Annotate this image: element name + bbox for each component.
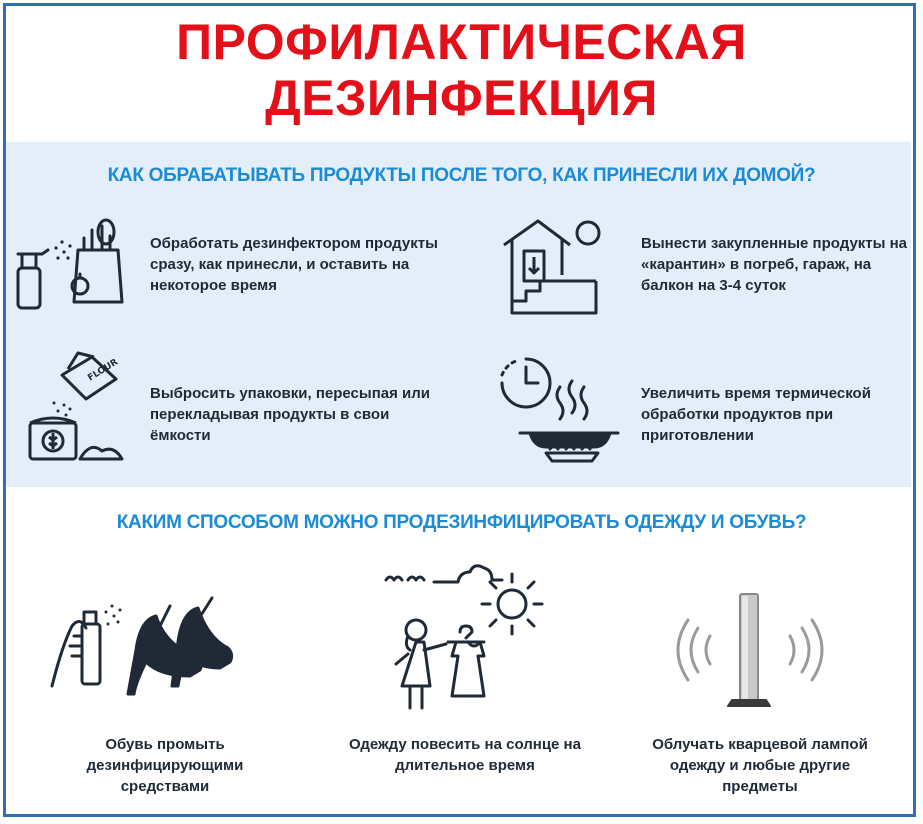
title-line-1: ПРОФИЛАКТИЧЕСКАЯ (176, 14, 747, 70)
clothes-tip-3: Облучать кварцевой лампой одежду и любые другие предметы (652, 736, 868, 795)
flour-label: FLOUR (86, 357, 120, 384)
quartz-lamp-icon (680, 588, 820, 718)
products-tip-1: Обработать дезинфектором продукты сразу, как принесли, и оставить на некоторое время (150, 235, 438, 294)
timer-pan-icon (486, 345, 621, 470)
products-section-heading: КАК ОБРАБАТЫВАТЬ ПРОДУКТЫ ПОСЛЕ ТОГО, КАК ПРИНЕСЛИ ИХ ДОМОЙ? (107, 165, 816, 186)
page-title (0, 14, 923, 126)
products-tip-2: Вынести закупленные продукты на «карантин» в погреб, гараж, на балкон на 3-4 суток (641, 235, 908, 294)
clothes-tip-2: Одежду повесить на солнце на длительное время (349, 736, 581, 774)
flour-container-icon (20, 345, 130, 465)
products-tip-3: Выбросить упаковки, пересыпая или перекладывая продукты в свои ёмкости (150, 385, 430, 444)
spray-groceries-icon (10, 210, 140, 315)
shoe-spray-icon (48, 590, 238, 710)
clothes-section-heading: КАКИМ СПОСОБОМ МОЖНО ПРОДЕЗИНФИЦИРОВАТЬ ОДЕЖДУ И ОБУВЬ? (116, 512, 807, 533)
clothes-tip-1: Обувь промыть дезинфицирующими средствами (86, 736, 244, 795)
title-line-2: ДЕЗИНФЕКЦИЯ (265, 70, 658, 126)
products-tip-4: Увеличить время термической обработки продуктов при приготовлении (641, 385, 871, 444)
house-cellar-icon (500, 215, 610, 320)
sun-drying-icon (382, 560, 552, 720)
